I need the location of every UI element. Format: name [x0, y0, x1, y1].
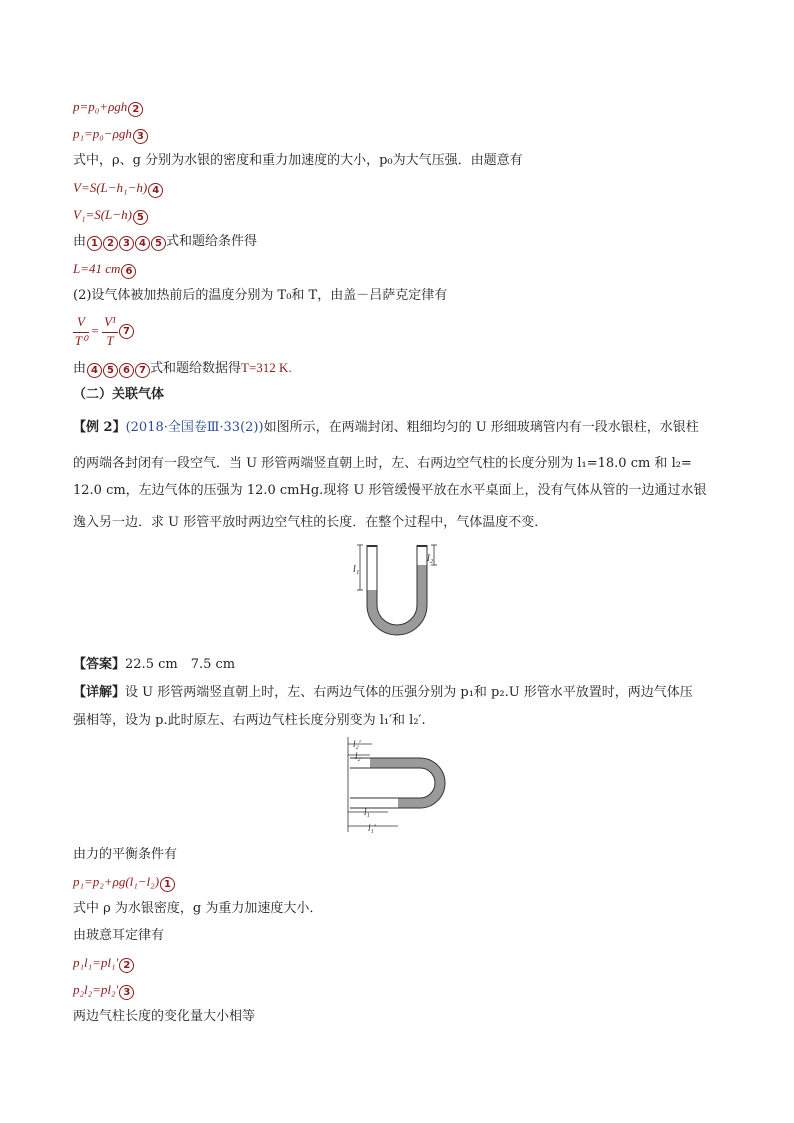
circled-number: 3: [119, 236, 134, 251]
circled-number: 1: [87, 236, 102, 251]
circled-number: 2: [103, 236, 118, 251]
circled-number: 3: [119, 985, 134, 1000]
final-line: 两边气柱长度的变化量大小相等: [73, 1009, 256, 1024]
text-suffix: 式和题给数据得: [150, 361, 242, 376]
fraction-numerator: V: [77, 314, 85, 329]
mercury-column: [372, 565, 422, 630]
detail-line-1: [73, 684, 693, 701]
detail-label: 【详解】: [73, 685, 126, 700]
label-l1: l₁: [364, 807, 370, 817]
conclusion-line-1: [73, 233, 257, 251]
air-column: [350, 763, 398, 803]
equation-text: p₁l₁=pl₁′: [73, 955, 119, 970]
detail-text: 设 U 形管两端竖直朝上时，左、右两边气体的压强分别为 p₁和 p₂.U 形管水平放置时，两边气体压: [125, 685, 693, 700]
balance-condition-line: 由力的平衡条件有: [73, 847, 178, 862]
density-line: 式中 ρ 为水银密度，g 为重力加速度大小．: [73, 901, 323, 916]
circled-number: 5: [103, 363, 118, 378]
circled-number: 5: [151, 236, 166, 251]
u-tube-figure-vertical: [350, 535, 445, 650]
answer-value: 22.5 cm 7.5 cm: [125, 657, 236, 672]
equation-b3: [73, 981, 134, 1000]
fraction-denominator: T: [106, 333, 114, 348]
fraction-numerator: V¹: [104, 314, 116, 329]
part-2-line: (2)设气体被加热前后的温度分别为 T₀和 T，由盖－吕萨克定律有: [73, 288, 448, 303]
example-line-3: 12.0 cm，左边气体的压强为 12.0 cmHg.现将 U 形管缓慢平放在水平桌面上，没有气体从管的一边通过水银: [73, 483, 707, 498]
example-label: 【例 2】: [73, 420, 126, 435]
circled-number: 7: [119, 324, 134, 339]
circled-number: 4: [87, 363, 102, 378]
label-l2-prime: l₂′: [353, 739, 361, 749]
u-tube-figure-horizontal: [340, 735, 455, 837]
example-line-1: [73, 419, 699, 436]
equation-text: p=p₀+ρgh: [73, 99, 128, 114]
equation-text: L=41 cm: [73, 261, 121, 276]
circled-number: 2: [128, 102, 143, 117]
circled-number: 3: [133, 129, 148, 144]
label-l2: l₂: [427, 553, 434, 564]
example-line-2: 的两端各封闭有一段空气．当 U 形管两端竖直朝上时，左、右两边空气柱的长度分别为 l₁=18.0 cm 和 l₂=: [73, 456, 692, 471]
text-suffix: 式和题给条件得: [166, 234, 258, 249]
example-text: 如图所示，在两端封闭、粗细均匀的 U 形细玻璃管内有一段水银柱，水银柱: [263, 420, 699, 435]
label-l1: l₁: [353, 564, 360, 575]
label-l1-prime: l₁′: [368, 823, 376, 833]
equation-text: p₁=p₂+ρg(l₁−l₂): [73, 874, 160, 889]
equation-text: V₁=S(L−h): [73, 207, 132, 222]
circled-number: 6: [119, 363, 134, 378]
equation-3: [73, 125, 148, 144]
equation-b2: [73, 954, 134, 973]
equation-1: [73, 873, 175, 892]
air-column: [372, 547, 422, 590]
equation-text: p₂l₂=pl₂′: [73, 982, 119, 997]
circled-number: 5: [133, 210, 148, 225]
equation-text: p₁=p₀−ρgh: [73, 126, 132, 141]
circled-number: 6: [121, 264, 136, 279]
u-tube-outline: [350, 763, 440, 803]
equation-6: [73, 260, 136, 279]
circled-number: 7: [135, 363, 150, 378]
section-heading: （二）关联气体: [73, 387, 165, 402]
boyle-law-line: 由玻意耳定律有: [73, 928, 165, 943]
result-value: T=312 K.: [241, 360, 292, 375]
equation-2: [73, 98, 143, 117]
label-l2: l₂: [355, 751, 361, 761]
example-source: (2018·全国卷Ⅲ·33(2)): [125, 420, 264, 435]
answer-label: 【答案】: [73, 657, 126, 672]
circled-number: 4: [148, 183, 163, 198]
explanation-line: 式中，ρ、g 分别为水银的密度和重力加速度的大小，p₀为大气压强．由题意有: [73, 153, 523, 168]
mercury-column: [370, 763, 440, 803]
equation-text: V=S(L−h₁−h): [73, 180, 148, 195]
example-line-4: 逸入另一边．求 U 形管平放时两边空气柱的长度．在整个过程中，气体温度不变．: [73, 515, 548, 530]
text-prefix: 由: [73, 234, 87, 249]
text-prefix: 由: [73, 361, 87, 376]
circled-number: 1: [160, 877, 175, 892]
detail-line-2: 强相等，设为 p.此时原左、右两边气柱长度分别变为 l₁′和 l₂′.: [73, 713, 426, 728]
answer-line: [73, 656, 235, 673]
equation-5: [73, 206, 148, 225]
conclusion-line-2: [73, 359, 292, 378]
fraction-denominator: T⁰: [74, 333, 88, 348]
equals-sign: =: [90, 323, 100, 338]
equation-4: [73, 179, 163, 198]
circled-number: 2: [119, 958, 134, 973]
circled-number: 4: [135, 236, 150, 251]
